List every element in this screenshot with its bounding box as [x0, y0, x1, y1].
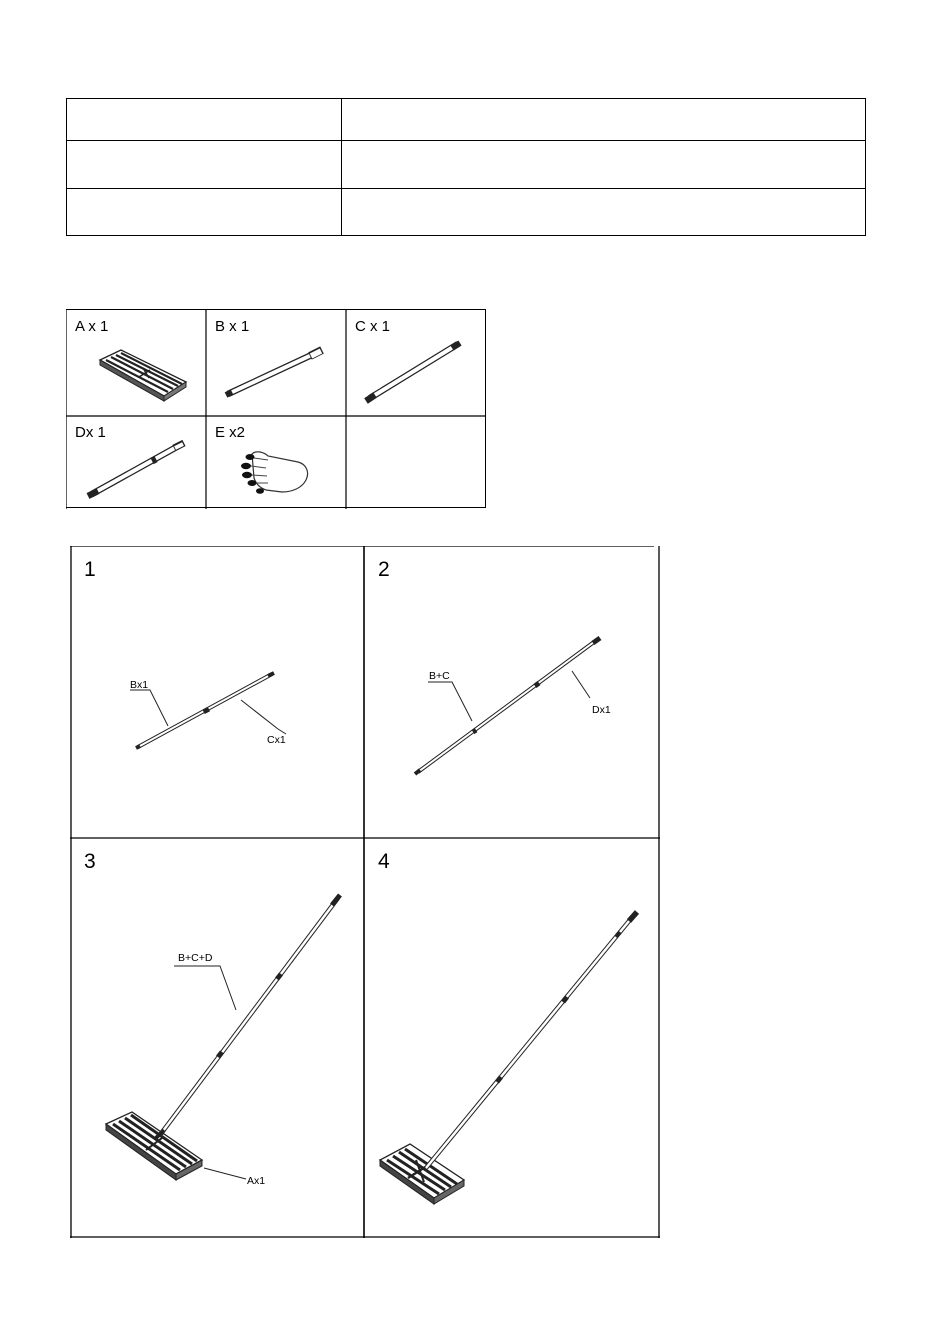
callout-label: Cx1 [267, 734, 286, 746]
step-2-diagram [364, 546, 660, 838]
callout-label: B+C [429, 670, 450, 682]
pole-b-icon [206, 310, 346, 416]
step-1-diagram [70, 546, 364, 838]
table-row [67, 99, 866, 141]
part-d-cell [66, 416, 206, 509]
pole-c-icon [346, 310, 486, 416]
step-number: 2 [378, 558, 390, 581]
part-a-cell [66, 310, 206, 416]
part-label: Dx 1 [75, 424, 106, 441]
part-c-cell [346, 310, 486, 416]
table-cell [342, 99, 866, 141]
table-row [67, 189, 866, 236]
step-number: 1 [84, 558, 96, 581]
step-3-panel [70, 838, 364, 1238]
part-label: C x 1 [355, 318, 391, 335]
pole-d-icon [66, 416, 206, 509]
part-label: A x 1 [75, 318, 109, 335]
mop-head-icon [66, 310, 206, 416]
mop-head-icon [106, 1112, 202, 1180]
step-number: 4 [378, 850, 390, 873]
table-cell [67, 141, 342, 189]
callout-label: B+C+D [178, 952, 213, 964]
parts-grid [66, 309, 486, 508]
part-b-cell [206, 310, 346, 416]
step-3-diagram [70, 838, 364, 1238]
step-2-panel [364, 546, 660, 838]
callout-label: Bx1 [130, 679, 149, 691]
table-row [67, 141, 866, 189]
step-1-panel [70, 546, 364, 838]
step-number: 3 [84, 850, 96, 873]
table-cell [67, 99, 342, 141]
part-e-cell [206, 416, 346, 509]
mop-head-icon [380, 1144, 464, 1204]
part-label: E x2 [215, 424, 246, 441]
table-cell [342, 189, 866, 236]
callout-label: Dx1 [592, 704, 611, 716]
part-empty-cell [346, 416, 486, 509]
glove-icon [206, 416, 346, 509]
table-cell [67, 189, 342, 236]
table-cell [342, 141, 866, 189]
assembly-steps [70, 546, 660, 1238]
step-4-panel [364, 838, 660, 1238]
spec-table [66, 98, 866, 236]
step-4-diagram [364, 838, 660, 1238]
part-label: B x 1 [215, 318, 250, 335]
callout-label: Ax1 [247, 1175, 266, 1187]
